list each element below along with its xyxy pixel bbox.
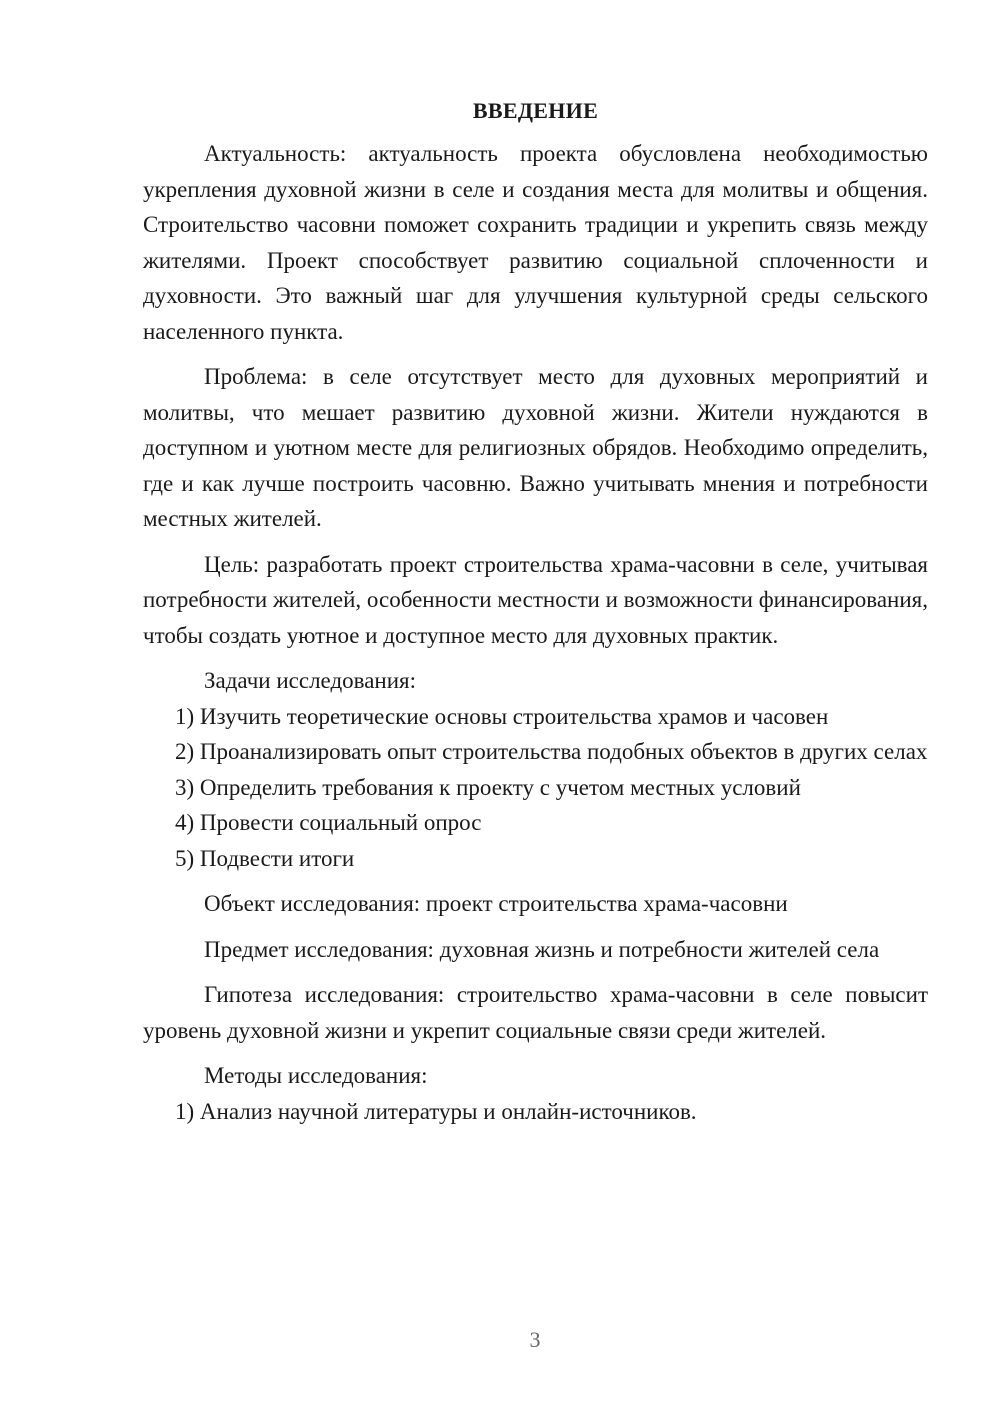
paragraph-problem: Проблема: в селе отсутствует место для духовных мероприятий и молитвы, что мешает развитию духовной жизни. Жители нуждаются в доступном и уютном месте для религиозных обрядов. Необходимо определить, где и как лучше построить часовню. Важно учитывать мнения и потребности местных жителей. bbox=[143, 364, 928, 531]
page-content bbox=[143, 90, 928, 1129]
paragraph-object: Объект исследования: проект строительства храма-часовни bbox=[204, 891, 788, 916]
task-item-1: 1) Изучить теоретические основы строительства храмов и часовен bbox=[175, 703, 829, 729]
methods-heading: Методы исследования: bbox=[204, 1063, 428, 1088]
paragraph-goal: Цель: разработать проект строительства храма-часовни в селе, учитывая потребности жителей, особенности местности и возможности финансирования, чтобы создать уютное и доступное место для духовных практик. bbox=[143, 551, 928, 648]
section-title: ВВЕДЕНИЕ bbox=[472, 98, 599, 123]
task-item-2: 2) Проанализировать опыт строительства подобных объектов в других селах bbox=[175, 739, 928, 764]
tasks-heading: Задачи исследования: bbox=[204, 668, 417, 693]
page-number: 3 bbox=[529, 1327, 541, 1352]
method-item-1: 1) Анализ научной литературы и онлайн-источников. bbox=[175, 1098, 697, 1124]
paragraph-relevance: Актуальность: актуальность проекта обусловлена необходимостью укрепления духовной жизни в селе и создания места для молитвы и общения. Строительство часовни поможет сохранить традиции и укрепить связь между жителями. Проект способствует развитию социальной сплоченности и духовности. Это важный шаг для улучшения культурной среды сельского населенного пункта. bbox=[143, 141, 928, 344]
paragraph-hypothesis: Гипотеза исследования: строительство храма-часовни в селе повысит уровень духовной жизни и укрепит социальные связи среди жителей. bbox=[143, 982, 928, 1043]
task-item-5: 5) Подвести итоги bbox=[175, 845, 355, 871]
task-item-4: 4) Провести социальный опрос bbox=[175, 810, 482, 835]
paragraph-subject: Предмет исследования: духовная жизнь и потребности жителей села bbox=[204, 936, 880, 962]
task-item-3: 3) Определить требования к проекту с учетом местных условий bbox=[175, 774, 801, 800]
